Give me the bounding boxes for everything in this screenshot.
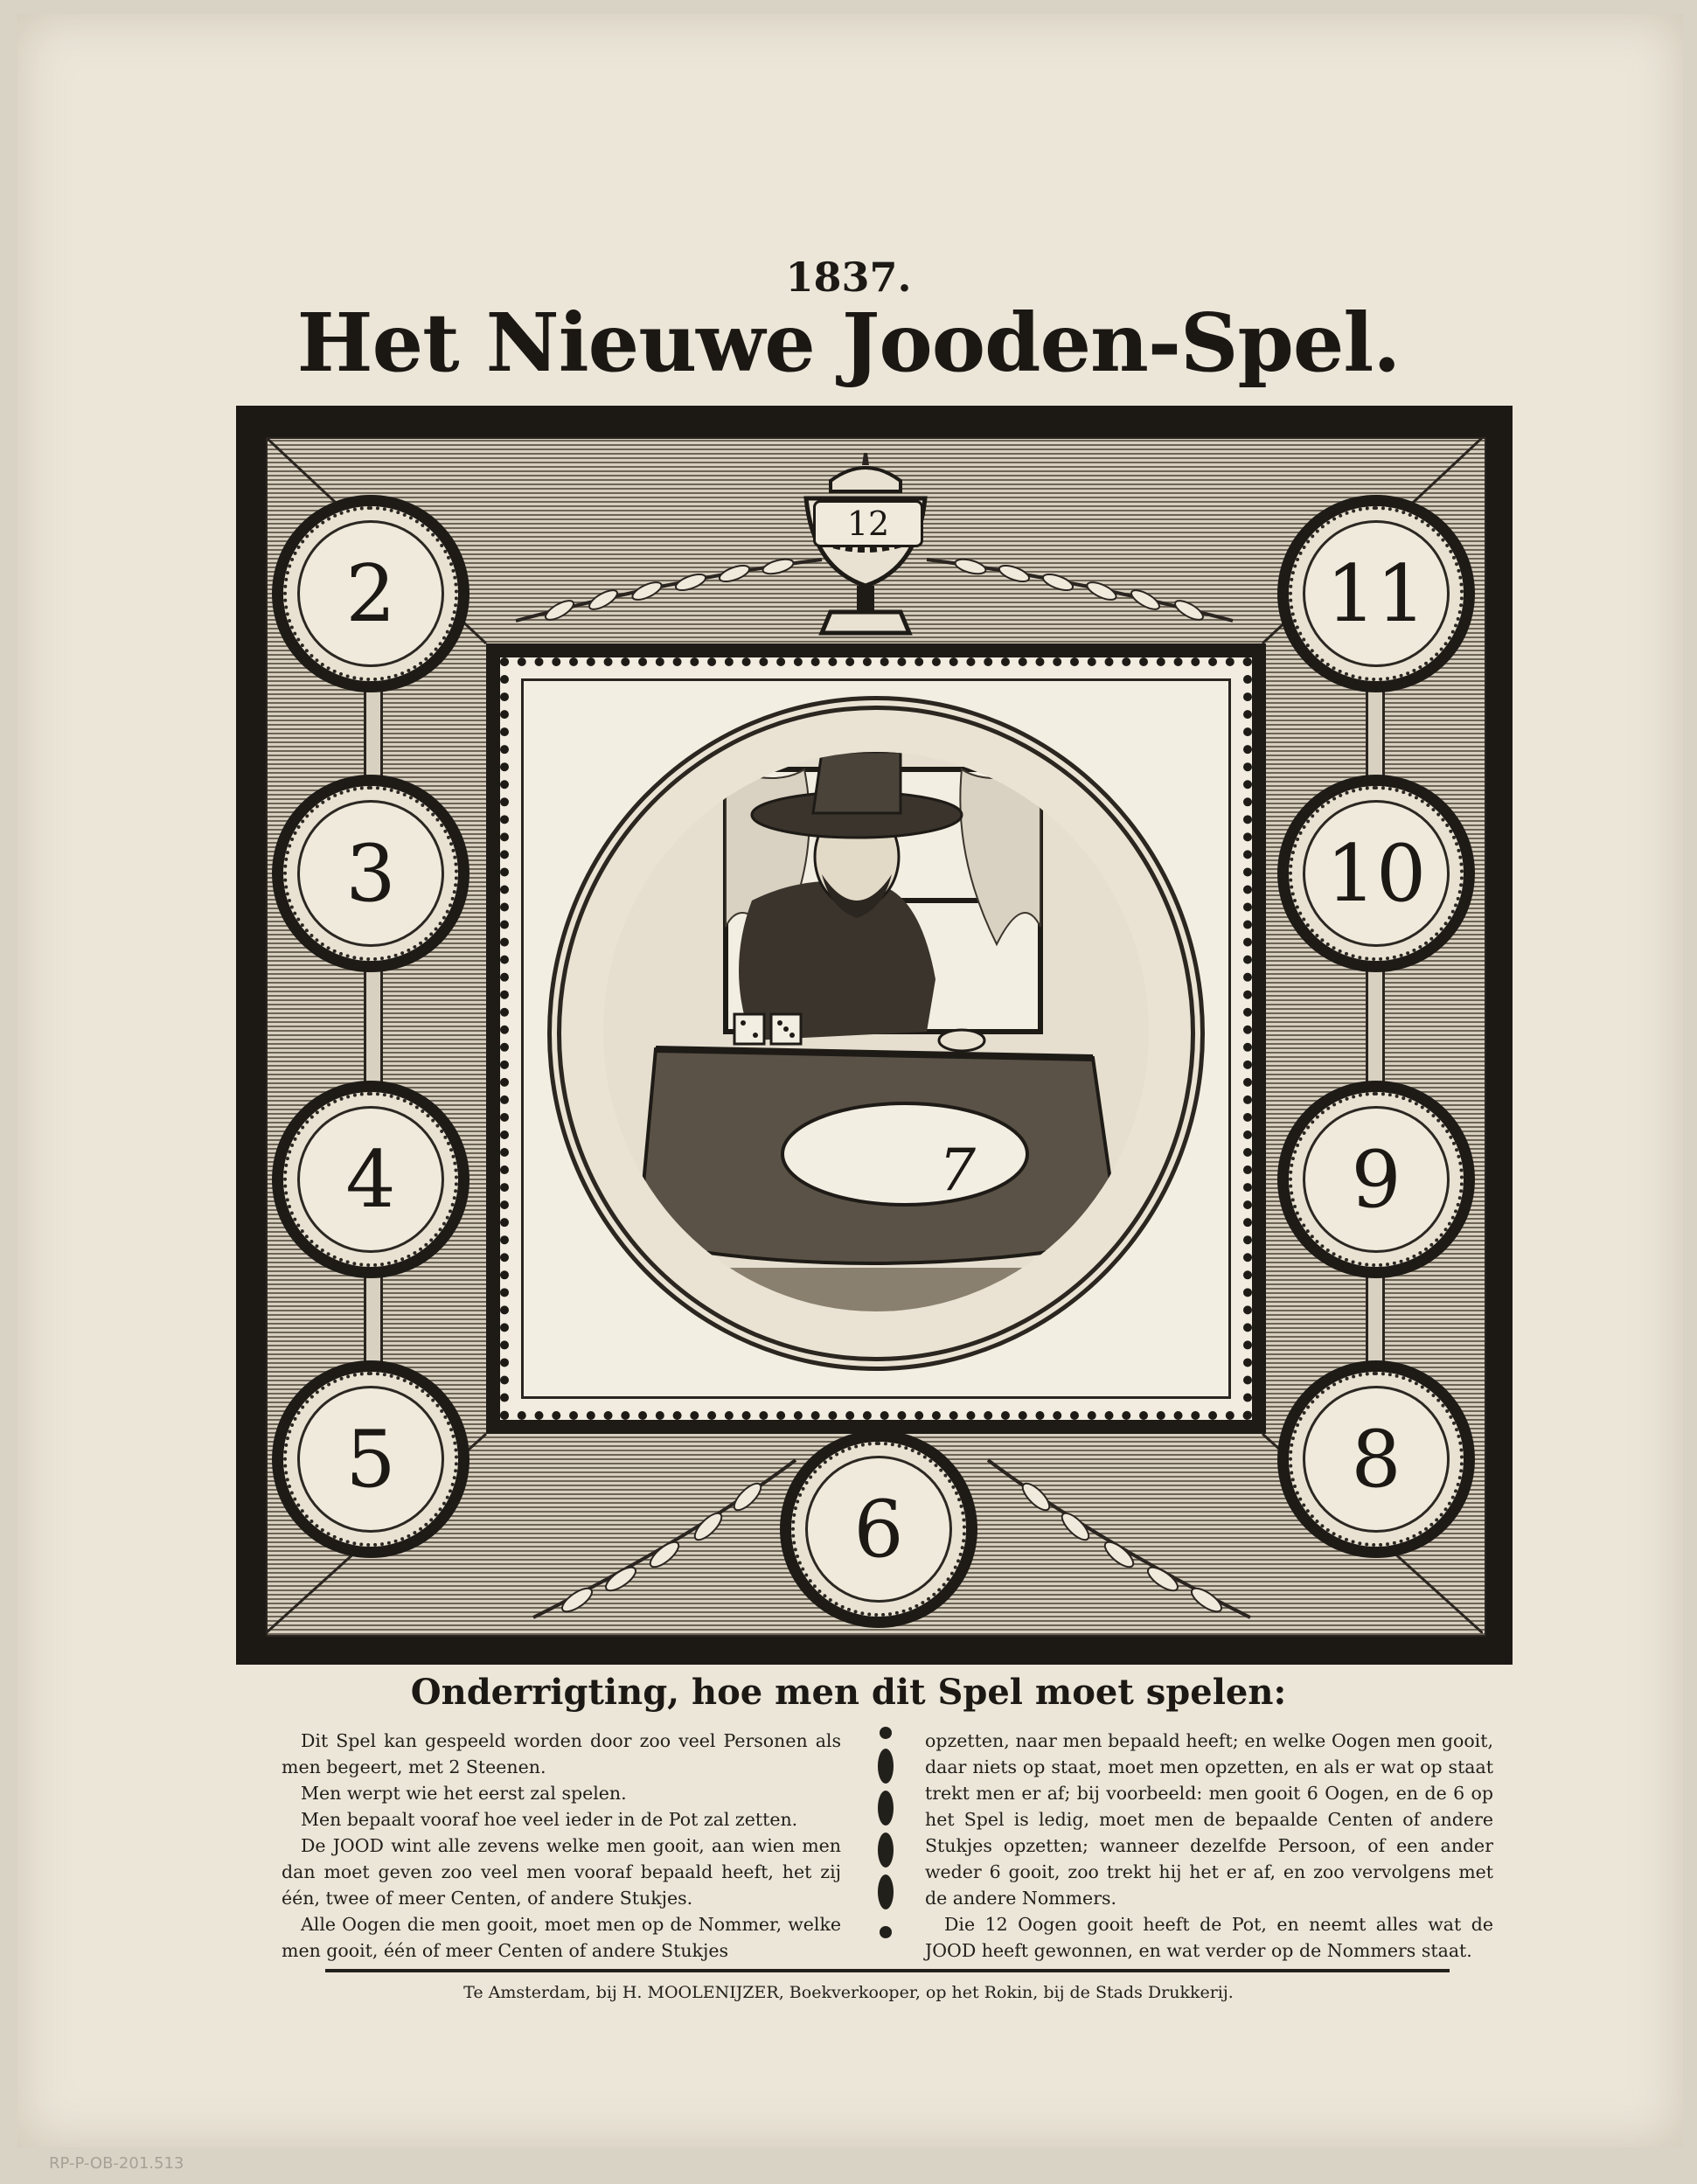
- board-circle-right-3: [1277, 1081, 1475, 1278]
- board-number: 5: [297, 1386, 444, 1533]
- laurel-garland-bottom: [516, 1434, 1268, 1635]
- board-circle-left-4: [272, 1360, 469, 1558]
- instruction-paragraph: opzetten, naar men bepaald heeft; en welke Oogen men gooit, daar niets op staat, moet men opzetten, en als er wat op staat trekt men er af; bij voorbeeld: men gooit 6 Oogen, en de 6 op het Spel is ledig, moet men de bepaalde Centen of andere Stukjes opzetten; wanneer dezelfde Persoon, of een ander weder 6 gooit, zoo trekt hij het er af, en zoo vervolgens met de andere Nommers.: [925, 1730, 1493, 1909]
- board-number: 10: [1303, 800, 1450, 947]
- instruction-paragraph: Dit Spel kan gespeeld worden door zoo veel Personen als men begeert, met 2 Steenen.: [282, 1730, 841, 1777]
- center-number: 7: [939, 1137, 976, 1204]
- board-circle-right-4: [1277, 1360, 1475, 1558]
- board-circle-right-1: [1277, 495, 1475, 692]
- instruction-paragraph: Alle Oogen die men gooit, moet men op de Nommer, welke men gooit, één of meer Centen of andere Stukjes: [282, 1914, 841, 1961]
- instructions-heading: Onderrigting, hoe men dit Spel moet spelen:: [410, 1672, 1287, 1713]
- publisher-imprint: Te Amsterdam, bij H. MOOLENIJZER, Boekverkooper, op het Rokin, bij de Stads Drukkerij.: [463, 1983, 1234, 2002]
- instructions-column-left: [282, 1728, 841, 1964]
- scene-drawing: [603, 752, 1149, 1311]
- ornamental-divider: [874, 1724, 897, 1951]
- instruction-paragraph: Die 12 Oogen gooit heeft de Pot, en neemt alles wat de JOOD heeft gewonnen, en wat verder op de Nommers staat.: [925, 1914, 1493, 1961]
- board-number: 6: [805, 1456, 952, 1603]
- board-circle-right-2: [1277, 775, 1475, 972]
- inventory-mark: RP-P-OB-201.513: [49, 2154, 184, 2173]
- instruction-paragraph: Men werpt wie het eerst zal spelen.: [301, 1783, 627, 1804]
- board-number: 9: [1303, 1106, 1450, 1253]
- board-circle-left-3: [272, 1081, 469, 1278]
- year-heading: 1837.: [785, 254, 912, 301]
- page-title: Het Nieuwe Jooden-Spel.: [296, 296, 1401, 390]
- imprint-rule: [325, 1969, 1450, 1972]
- board-number: 8: [1303, 1386, 1450, 1533]
- board-number: 11: [1303, 520, 1450, 667]
- instructions-column-right: [925, 1728, 1493, 1964]
- board-circle-left-2: [272, 775, 469, 972]
- board-number: 3: [297, 800, 444, 947]
- pot-number: 12: [813, 500, 923, 547]
- jew-player-illustration: [603, 752, 1149, 1311]
- instruction-paragraph: De JOOD wint alle zevens welke men gooit, aan wien men dan moet geven zoo veel men vooraf bepaald heeft, het zij één, twee of meer Centen, of andere Stukjes.: [282, 1835, 841, 1909]
- board-number: 4: [297, 1106, 444, 1253]
- instruction-paragraph: Men bepaalt vooraf hoe veel ieder in de Pot zal zetten.: [301, 1809, 798, 1830]
- board-number: 2: [297, 520, 444, 667]
- board-circle-left-1: [272, 495, 469, 692]
